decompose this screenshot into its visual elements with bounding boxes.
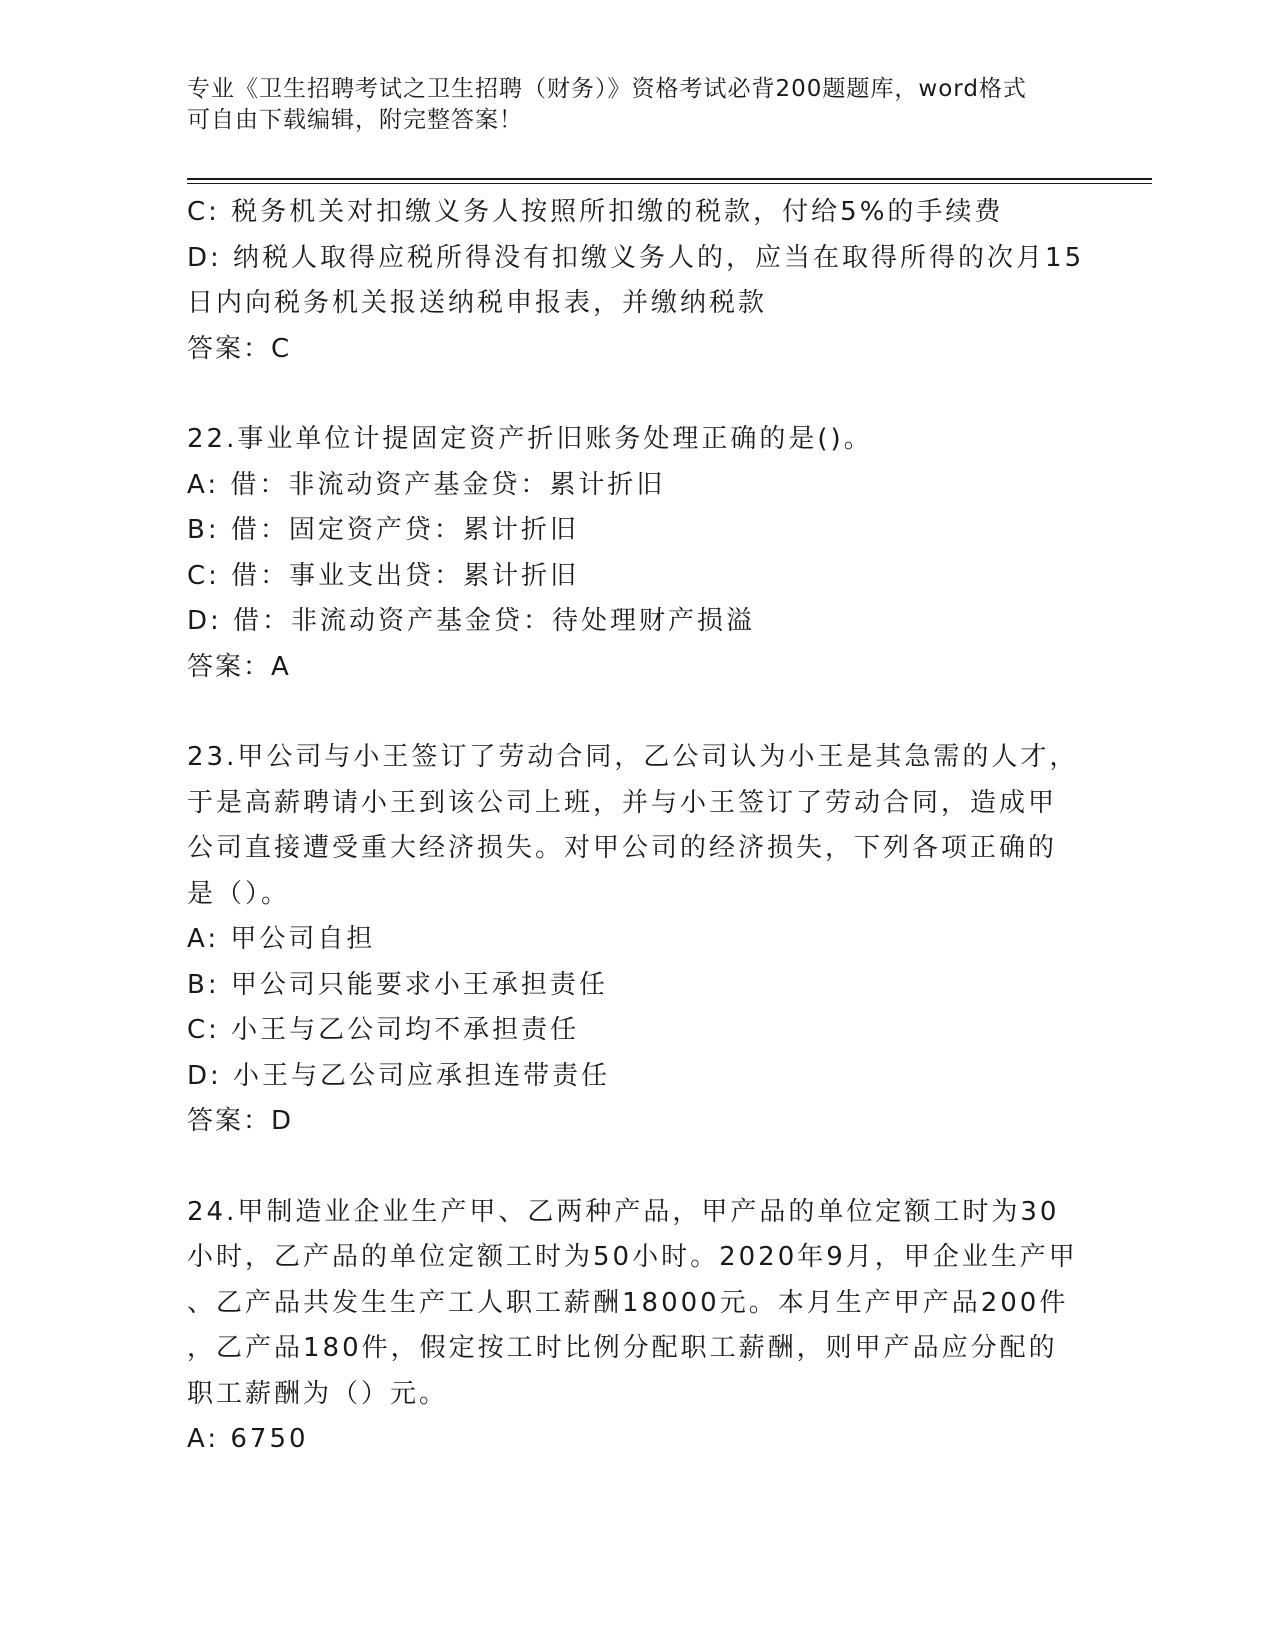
q22-option-d: D: 借：非流动资产基金贷：待处理财产损溢 <box>187 606 756 636</box>
header-divider-thick <box>187 178 1152 180</box>
q23-stem-line-2: 于是高薪聘请小王到该公司上班，并与小王签订了劳动合同，造成甲 <box>187 787 1058 818</box>
header-divider-thin <box>187 183 1152 184</box>
q24-option-a: A: 6750 <box>187 1424 309 1454</box>
q22-option-a: A: 借：非流动资产基金贷：累计折旧 <box>187 469 666 500</box>
spacer <box>187 372 1087 417</box>
q23-option-a: A: 甲公司自担 <box>187 924 376 954</box>
question-21-tail <box>187 190 1087 372</box>
document-body <box>187 190 1087 1463</box>
question-24 <box>187 1190 1087 1463</box>
header-title-line-1: 专业《卫生招聘考试之卫生招聘（财务）》资格考试必背200题题库，word格式 <box>187 76 1027 102</box>
q21-option-c: C: 税务机关对扣缴义务人按照所扣缴的税款，付给5%的手续费 <box>187 197 1004 227</box>
spacer <box>187 1145 1087 1190</box>
q22-option-c: C: 借：事业支出贷：累计折旧 <box>187 560 580 591</box>
spacer <box>187 690 1087 735</box>
document-header <box>187 74 1067 136</box>
q24-stem-line-4: ，乙产品180件，假定按工时比例分配职工薪酬，则甲产品应分配的 <box>187 1333 1058 1363</box>
question-23 <box>187 735 1087 1145</box>
q24-stem-line-2: 小时，乙产品的单位定额工时为50小时。2020年9月，甲企业生产甲 <box>187 1242 1078 1272</box>
q21-answer: 答案：C <box>187 333 292 364</box>
q23-stem-line-3: 公司直接遭受重大经济损失。对甲公司的经济损失，下列各项正确的 <box>187 833 1058 863</box>
q23-option-b: B: 甲公司只能要求小王承担责任 <box>187 969 608 1000</box>
header-title-line-2: 可自由下载编辑，附完整答案！ <box>187 107 523 133</box>
q23-option-d: D: 小王与乙公司应承担连带责任 <box>187 1060 611 1091</box>
q23-stem-line-4: 是（）。 <box>187 878 291 909</box>
q23-option-c: C: 小王与乙公司均不承担责任 <box>187 1015 580 1045</box>
q23-stem-line-1: 23.甲公司与小王签订了劳动合同，乙公司认为小王是其急需的人才， <box>187 742 1079 772</box>
q23-answer: 答案：D <box>187 1106 294 1136</box>
q24-stem-line-1: 24.甲制造业企业生产甲、乙两种产品，甲产品的单位定额工时为30 <box>187 1196 1060 1227</box>
q21-option-d-line-2: 日内向税务机关报送纳税申报表，并缴纳税款 <box>187 288 768 318</box>
q24-stem-line-5: 职工薪酬为（）元。 <box>187 1378 449 1409</box>
q21-option-d-line-1: D: 纳税人取得应税所得没有扣缴义务人的，应当在取得所得的次月15 <box>187 242 1085 273</box>
q24-stem-line-3: 、乙产品共发生生产工人职工薪酬18000元。本月生产甲产品200件 <box>187 1287 1069 1318</box>
q22-answer: 答案：A <box>187 651 291 682</box>
q22-stem: 22.事业单位计提固定资产折旧账务处理正确的是()。 <box>187 424 873 454</box>
q22-option-b: B: 借：固定资产贷：累计折旧 <box>187 515 579 545</box>
question-22 <box>187 417 1087 690</box>
